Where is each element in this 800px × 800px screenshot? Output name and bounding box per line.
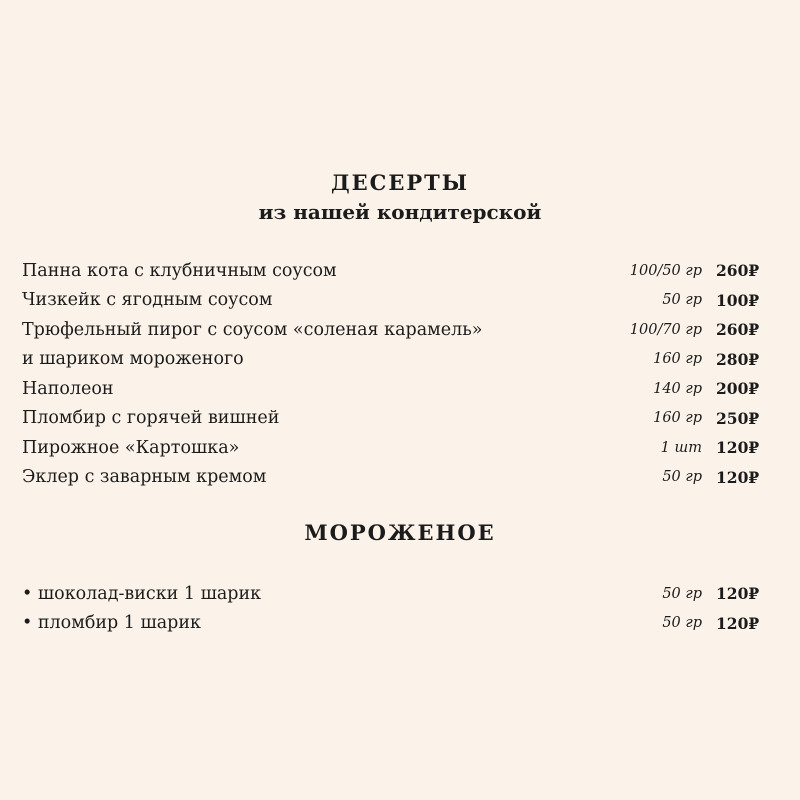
item-name: Наполеон xyxy=(22,378,114,399)
item-name: • шоколад-виски 1 шарик xyxy=(22,583,262,604)
item-portion: 140 гр xyxy=(653,380,702,397)
item-name: Пирожное «Картошка» xyxy=(22,437,240,458)
item-price: 120₽ xyxy=(716,584,760,604)
ice-cream-list xyxy=(22,579,758,638)
desserts-section-title: ДЕСЕРТЫ xyxy=(330,170,470,195)
item-name: • пломбир 1 шарик xyxy=(22,613,201,634)
menu-item-napoleon xyxy=(22,374,758,404)
item-portion: 160 гр xyxy=(653,410,702,427)
item-portion: 50 гр xyxy=(662,615,702,632)
menu-item-kartoshka xyxy=(22,433,758,463)
item-portion: 100/50 гр xyxy=(629,262,702,279)
item-portion: 50 гр xyxy=(662,292,702,309)
item-price: 250₽ xyxy=(716,408,760,428)
desserts-list xyxy=(22,256,758,492)
item-name: Трюфельный пирог с соусом «соленая карамель» xyxy=(22,319,483,340)
item-price: 260₽ xyxy=(716,261,760,281)
item-portion: 160 гр xyxy=(653,351,702,368)
menu-item-cheesecake xyxy=(22,286,758,316)
item-price: 120₽ xyxy=(716,613,760,633)
item-price: 100₽ xyxy=(716,290,760,310)
item-name: Эклер с заварным кремом xyxy=(22,467,267,488)
menu-item-truffle-pie xyxy=(22,315,758,345)
item-name: Чизкейк с ягодным соусом xyxy=(22,290,273,311)
item-name: Пломбир с горячей вишней xyxy=(22,408,280,429)
menu-item-truffle-pie-with-ice-cream xyxy=(22,345,758,375)
menu-item-eclair xyxy=(22,463,758,493)
item-price: 200₽ xyxy=(716,379,760,399)
menu-item-panna-cotta xyxy=(22,256,758,286)
menu-item-plombir-cherry xyxy=(22,404,758,434)
item-price: 120₽ xyxy=(716,467,760,487)
item-price: 280₽ xyxy=(716,349,760,369)
item-price: 260₽ xyxy=(716,320,760,340)
menu-item-chocolate-whiskey xyxy=(22,579,758,609)
ice-cream-section-title: МОРОЖЕНОЕ xyxy=(304,520,496,545)
item-name: Панна кота с клубничным соусом xyxy=(22,260,337,281)
item-portion: 100/70 гр xyxy=(629,321,702,338)
item-portion: 1 шт xyxy=(660,439,702,456)
menu-item-plombir-scoop xyxy=(22,609,758,639)
item-price: 120₽ xyxy=(716,438,760,458)
item-portion: 50 гр xyxy=(662,585,702,602)
item-portion: 50 гр xyxy=(662,469,702,486)
desserts-section-subtitle: из нашей кондитерской xyxy=(258,200,542,224)
item-name: и шариком мороженого xyxy=(22,349,244,370)
